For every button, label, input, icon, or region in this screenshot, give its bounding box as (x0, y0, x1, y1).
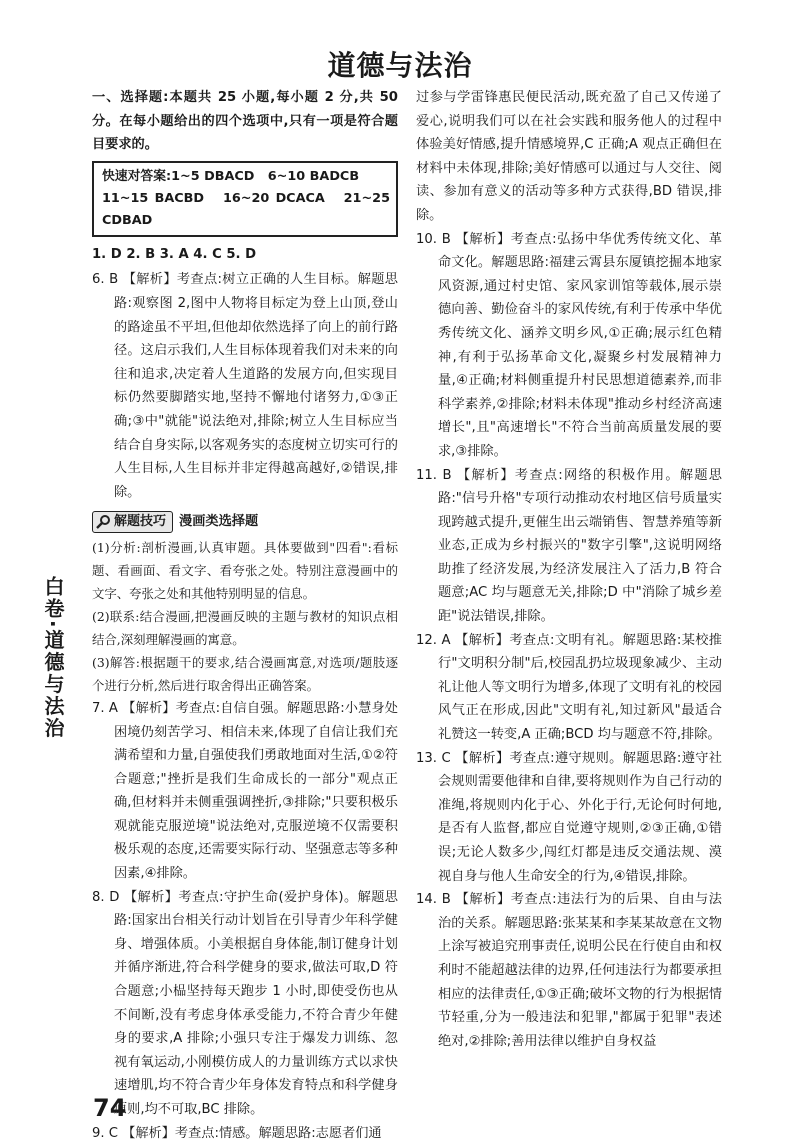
quick-answer-label: 快速对答案: (102, 168, 172, 184)
tip-step-1: (1)分析:剖析漫画,认真审题。具体要做到"四看":看标题、看画面、看文字、看夸张之处。特别注意漫画中的文字、夸张之处和其他特别明显的信息。 (92, 539, 398, 601)
side-label: 白卷·道德与法治 (41, 576, 65, 740)
tip-badge-label: 解题技巧 (114, 514, 167, 530)
answers-1-5: 1. D 2. B 3. A 4. C 5. D (92, 246, 257, 262)
question-6-explanation: 6. B 【解析】考查点:树立正确的人生目标。解题思路:观察图 2,图中人物将目标定为登上山顶,登山的路途虽不平坦,但他却依然选择了向上的前行路径。这启示我们,人生目标体现着我们对未来的向往和追求,决定着人生道路的发展方向,但实现目标仍然要脚踏实地,坚持不懈地付诸努力,①③正确;③中"就能"说法绝对,排除;树立人生目标应当结合自身实际,以客观务实的态度树立切实可行的人生目标,人生目标并非定得越高越好,②错误,排除。 (92, 272, 398, 500)
quick-answer-5: 21~25 CDBAD (102, 190, 390, 228)
question-11-explanation: 11. B 【解析】考查点:网络的积极作用。解题思路:"信号升格"专项行动推动农村地区信号质量实现跨越式提升,更催生出云端销售、智慧养殖等新业态,正成为乡村振兴的"数字引擎",这说明网络助推了经济发展,为经济发展注入了活力,B 符合题意;AC 均与题意无关,排除;D 中"消除了城乡差距"说法错误,排除。 (416, 467, 722, 625)
tip-step-3: (3)解答:根据题干的要求,结合漫画寓意,对选项/题肢逐个进行分析,然后进行取舍得出正确答案。 (92, 654, 398, 693)
magnifier-icon (95, 514, 111, 530)
question-9-explanation: 9. C 【解析】考查点:情感。解题思路:志愿者们通 (92, 1125, 382, 1141)
quick-answer-box (92, 161, 398, 237)
quick-answer-1: 1~5 DBACD (171, 168, 255, 184)
question-14-explanation: 14. B 【解析】考查点:违法行为的后果、自由与法治的关系。解题思路:张某某和李某某故意在文物上涂写被追究刑事责任,说明公民在行使自由和权利时不能超越法律的边界,任何违法行为都要承担相应的法律责任,①③正确;破坏文物的行为根据情节轻重,分为一般违法和犯罪,"都属于犯罪"表述绝对,②排除;善用法律以维护自身权益 (416, 892, 722, 1049)
question-7-explanation: 7. A 【解析】考查点:自信自强。解题思路:小慧身处困境仍刻苦学习、相信未来,体现了自信让我们充满希望和力量,自强使我们勇敢地面对生活,①②符合题意;"挫折是我们生命成长的一部分"观点正确,但材料并未侧重强调挫折,③排除;"只要积极乐观就能克服逆境"说法绝对,克服逆境不仅需要积极乐观的态度,还需要实际行动、坚强意志等多种因素,④排除。 (92, 700, 398, 882)
tip-title: 漫画类选择题 (179, 514, 259, 530)
tip-badge (92, 511, 173, 533)
question-8-explanation: 8. D 【解析】考查点:守护生命(爱护身体)。解题思路:国家出台相关行动计划旨在引导青少年科学健身、增强体质。小美根据自身体能,制订健身计划并循序渐进,符合科学健身的要求,做法可取,D 符合题意;小榀坚持每天跑步 1 小时,即使受伤也从不间断,没有考虑身体承受能力,不符合青少年健身的要求,A 排除;小强只专注于爆发力训练、忽视有氧运动,小刚模仿成人的力量训练方式以求快速增肌,均不符合青少年身体发育特点和科学健身原则,均不可取,BC 排除。 (92, 889, 398, 1117)
quick-answer-4: 16~20 DCACA (222, 190, 325, 206)
quick-answer-3: 11~15 BACBD (102, 190, 205, 206)
section-intro: 一、选择题:本题共 25 小题,每小题 2 分,共 50 分。在每小题给出的四个选项中,只有一项是符合题目要求的。 (92, 90, 398, 153)
page-title: 道德与法治 (327, 49, 473, 82)
question-9-continued: 过参与学雷锋惠民便民活动,既充盈了自己又传递了爱心,说明我们可以在社会实践和服务他人的过程中体验美好情感,提升情感境界,C 正确;A 观点正确但在材料中未体现,排除;美好情感可以通过与人交往、阅读、参加有意义的活动等多种方式获得,BD 错误,排除。 (416, 90, 722, 223)
question-12-explanation: 12. A 【解析】考查点:文明有礼。解题思路:某校推行"文明积分制"后,校园乱扔垃圾现象减少、主动礼让他人等文明行为增多,体现了文明有礼的校园风气正在形成,因此"文明有礼,知过新风"最适合礼赞这一转变,A 正确;BCD 均与题意不符,排除。 (416, 632, 722, 743)
quick-answer-2: 6~10 BADCB (267, 168, 360, 184)
page-number: 74 (93, 1094, 127, 1122)
question-10-explanation: 10. B 【解析】考查点:弘扬中华优秀传统文化、革命文化。解题思路:福建云霄县东厦镇挖掘本地家风资源,通过村史馆、家风家训馆等载体,展示崇德向善、勤俭奋斗的家风传统,有利于传承中华优秀传统文化、涵养文明乡风,①正确;展示红色精神,有利于弘扬革命文化,凝聚乡村发展精神力量,④正确;材料侧重提升村民思想道德素养,而非科学素养,②排除;材料未体现"推动乡村经济高速增长",且"高速增长"不符合当前高质量发展的要求,③排除。 (416, 231, 722, 459)
question-13-explanation: 13. C 【解析】考查点:遵守规则。解题思路:遵守社会规则需要他律和自律,要将规则作为自己行动的准绳,将规则内化于心、外化于行,无论何时何地,是否有人监督,都应自觉遵守规则,②③正确,①错误;无论人数多少,闯红灯都是违反交通法规、漠视自身与他人生命安全的行为,④错误,排除。 (416, 750, 722, 884)
right-column (416, 86, 722, 1053)
tip-header (92, 510, 398, 534)
left-column (92, 86, 398, 1145)
tip-step-2: (2)联系:结合漫画,把漫画反映的主题与教材的知识点相结合,深刻理解漫画的寓意。 (92, 608, 398, 647)
